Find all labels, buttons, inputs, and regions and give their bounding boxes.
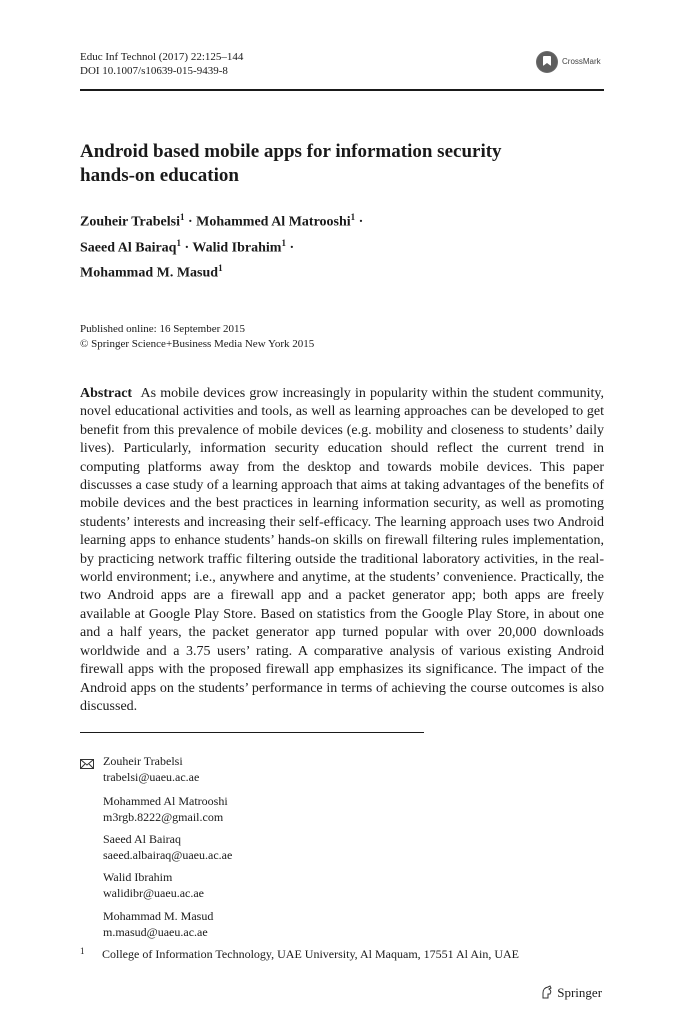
crossmark-badge[interactable] [536,51,626,75]
published-date: Published online: 16 September 2015 [80,323,245,335]
springer-horse-icon [540,985,554,999]
contact-email[interactable]: m.masud@uaeu.ac.ae [103,925,208,939]
footnote-rule [80,732,424,733]
contact-name: Walid Ibrahim [103,870,173,884]
author-name[interactable]: Saeed Al Bairaq [80,240,177,256]
contact-email[interactable]: trabelsi@uaeu.ac.ae [103,770,200,784]
contact-name: Saeed Al Bairaq [103,832,181,846]
abstract-label: Abstract [80,386,133,401]
envelope-icon [80,756,94,766]
author-separator: · [187,214,193,230]
abstract-text: As mobile devices grow increasingly in popularity within the student community, novel educational activities and tools, as well as learning approaches can be developed to get benefit from this prevalence of mobile devices (e.g. mobility and closeness to students’ daily lives). Particularly, information security education should reflect the current trend in computing platforms away from the desktop and towards mobile devices. This paper discusses a case study of a learning approach that aims at taking advantages of the benefits of mobile devices and the best practices in learning information security, as well as promoting students’ interests and increasing their self-efficacy. The learning approach uses two Android learning apps to enhance students’ hands-on skills on firewall filtering rules implementation, by practicing network traffic filtering outside the traditional laboratory activities, in the real-world environment; i.e., anywhere and anytime, at the students’ convenience. Practically, the two Android apps are a firewall app and a packet generator app; both apps are freely available at Google Play Store. Based on statistics from the Google Play Store, in about one and a half years, the packet generator app turned popular with over 20,000 downloads worldwide and a 3.75 users’ rating. A comparative analysis of various existing Android firewall apps with the proposed firewall app emphasizes its significance. The impact of the Android apps on the students’ performance in terms of achieving the course outcomes is also discussed. [80,386,604,714]
contact-email[interactable]: walidibr@uaeu.ac.ae [103,886,204,900]
title-line-1: Android based mobile apps for information security [80,141,502,162]
author-list [80,207,580,284]
title-line-2: hands-on education [80,165,239,186]
contact-name: Mohammad M. Masud [103,909,214,923]
author-affiliation-mark: 1 [281,237,286,248]
contact-entry [103,753,199,785]
copyright-line: © Springer Science+Business Media New York 2015 [80,338,315,350]
publisher-logo [540,985,602,1001]
crossmark-label: CrossMark [562,57,601,66]
author-affiliation-mark: 1 [176,237,181,248]
affiliation-text: College of Information Technology, UAE University, Al Maquam, 17551 Al Ain, UAE [102,947,519,961]
paper-title [80,140,580,188]
publication-info [80,322,314,352]
journal-header [80,50,243,78]
crossmark-icon [536,51,558,73]
author-separator: · [184,240,190,256]
author-name[interactable]: Mohammed Al Matrooshi [196,214,351,230]
contact-name: Mohammed Al Matrooshi [103,794,228,808]
contact-email[interactable]: saeed.albairaq@uaeu.ac.ae [103,848,233,862]
contact-entry [103,908,213,940]
author-name[interactable]: Walid Ibrahim [192,240,282,256]
contact-entry [103,869,204,901]
author-name[interactable]: Mohammad M. Masud [80,265,219,281]
author-name[interactable]: Zouheir Trabelsi [80,214,180,230]
author-line-3 [80,258,580,284]
publisher-name: Springer [557,985,603,1000]
contact-entry [103,831,232,863]
author-line-1 [80,207,580,233]
author-line-2 [80,233,580,259]
affiliation-number: 1 [80,946,85,956]
author-affiliation-mark: 1 [350,212,356,222]
author-affiliation-mark: 1 [218,263,223,274]
contact-name: Zouheir Trabelsi [103,754,183,768]
author-separator: · [289,240,295,256]
contact-email[interactable]: m3rgb.8222@gmail.com [103,810,224,824]
author-affiliation-mark: 1 [179,212,185,222]
journal-citation: Educ Inf Technol (2017) 22:125–144 [80,51,244,63]
header-rule [80,89,604,91]
abstract [80,385,604,716]
author-separator: · [358,214,364,230]
contact-entry [103,793,228,825]
doi[interactable]: DOI 10.1007/s10639-015-9439-8 [80,65,228,77]
